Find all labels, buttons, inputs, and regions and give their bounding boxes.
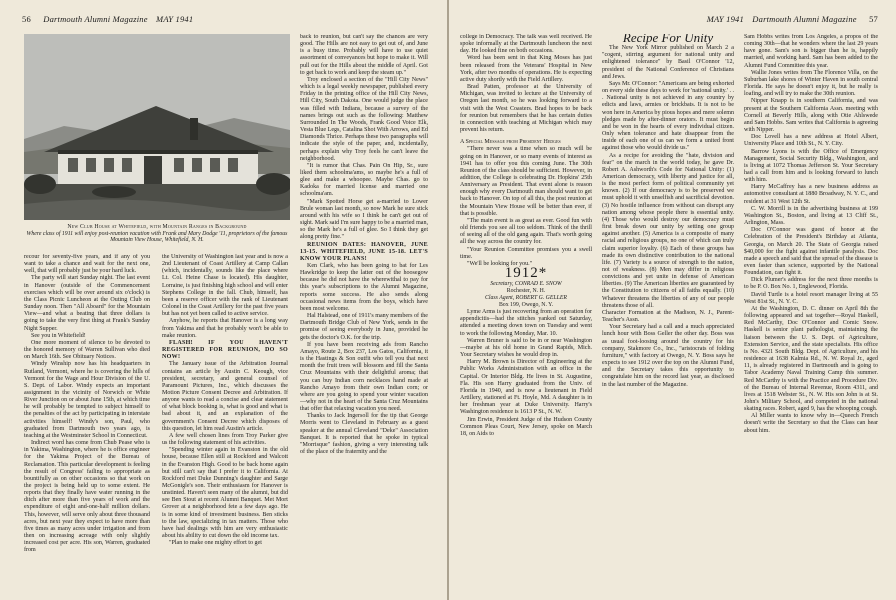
right-page xyxy=(450,0,896,600)
paragraph: Sam Hobbs writes from Los Angeles, a propos of the coming 30th—that he wonders where the last 29 years have gone. Sam's son is bigger than he is, happily married, and working hard. Sam has been added to the Alumni Fund Committee this year. xyxy=(744,34,878,69)
left-page-number: 56 xyxy=(22,14,31,24)
photo-caption xyxy=(24,224,290,244)
caption-text: Where class of 1911 will enjoy post-reunion vacation with Frank and Mary Dodge '11, proprietors of the famous Mountain View House, Whitefield, N. H. xyxy=(26,230,288,244)
paragraph: One more moment of silence to be devoted to the honored memory of Warren Sullivan who died on March 16th. See Obituary Notices. xyxy=(24,339,150,361)
left-header-date: MAY 1941 xyxy=(156,14,194,24)
right-column-1 xyxy=(460,34,592,594)
reunion-flash: FLASH! IF YOU HAVEN'T REGISTERED FOR REUNION, DO SO NOW! xyxy=(162,339,288,361)
paragraph: Wallie Jones writes from The Florence Villa, on the Suburban lake shores of Winter Haven in south central Florida. He says he doesn't enjoy it, but he really is loafing, and will try to make the 30th reunion. xyxy=(744,69,878,98)
right-page-header xyxy=(707,14,878,24)
paragraph: If you have been receiving ads from Rancho Amayo, Route 2, Box 237, Los Gatos, California, it is the Hastings & Son outfit who tell you that next month the fruit trees will blossom and fill the Santa Cruz Mountains with their delightful aroma; that you can buy Indian corn necklaces hand made at Rancho Amayo from their own Indian corn; or where are you going to spend your winter vacation—why not in the heart of the Santa Cruz Mountains that offer that relaxing vacation you need. xyxy=(300,341,428,413)
paragraph: "We'll be looking for you." xyxy=(467,260,533,267)
left-column-2 xyxy=(162,254,288,594)
page-gutter xyxy=(447,0,449,600)
paragraph: Troy enclosed a section of the "Hill City News" which is a legal weekly newspaper, published every Friday in the printing office of the Hill City News, Hill City, South Dakota. One would judge the place was filled with Indians, because a survey of the names brings out such as the following: Matthew Surrounded In The Woods, Frank Good Voice Elk, Vesta Blue Legs, Catalina Shot With Arrows, and Ed Diamonds Thrice. Perhaps these two paragraphs will indicate the style of the paper, and, incidentally, perhaps explain why Troy feels he can't leave the neighborhood. xyxy=(300,76,428,162)
paragraph: The January issue of the Arbitration Journal contains an article by Austin C. Keough, vice president, secretary, and general counsel of Paramount Pictures, Inc., which discusses the Motion Picture Consent Decree and Arbitration. If anyone wants to read a concise and clear statement of what block booking is, what is good and what is bad about it, and an explanation of the government's Consent Decree which disposes of this question, let him read Austin's article. xyxy=(162,361,288,432)
paragraph: Doc Lovell has a new address at Hotel Albert, University Place and 10th St., N. Y. City. xyxy=(744,134,878,148)
paragraph: Word has been sent in that King Moses has just been released from the Veterans' Hospital in New York, after two months of operations. He is expecting active duty shortly with the Field Artillery. xyxy=(460,55,592,83)
paragraph: Says Mr. O'Connor: "Americans are being exhorted on every side these days to work for 'national unity.' . . . National unity is not achieved in any country by edicts and laws, armies or brickbats. It is not to be won here in America by pious hopes and mere solemn pledges made by after-dinner orators. It must begin and be won in the hearts of every individual citizen. Only when tolerance and hate disappear from the inside of each one of us can we form a united front against those who would divide us." xyxy=(602,80,734,152)
paragraph: Character Formation at the Madison, N. J., Parent-Teacher's Assn. xyxy=(602,309,734,324)
paragraph: college in Democracy. The talk was well received. He spoke informally at the Dartmouth luncheon the next day. He looked fine on both occasions. xyxy=(460,34,592,55)
right-header-title: Dartmouth Alumni Magazine xyxy=(752,14,857,24)
paragraph: Doc O'Connor was guest of honor at the Celebration of the President's Birthday at Atlanta, Georgia, on March 20. The State of Georgia raised $40,000 for the fight against infantile paralysis. Doc made a speech and said that the spread of the disease is even faster than science, supported by the National Foundation, can fight it. xyxy=(744,227,878,277)
paragraph: Windy Winship now has his headquarters in Rutland, Vermont, where he is covering the hills of Vermont for the Wage and Hour Division of the U. S. Dept. of Labor. Windy expects an important assignment in the vicinity of Norwich or White River Junction on or about June 15th, at which time he will probably be tempted to subject himself to the penalties of the act by participating in interstate activities himself! Windy's son, Paul, who graduated from Dartmouth two years ago, is teaching at the Westminster School in Connecticut. xyxy=(24,361,150,439)
paragraph: "Mark Spotted Horse get a-married to Lower Brule woman last month, so now Mark he sure stick around with his wife so I think he can't get out of sight. Mark said I'm sure happy to be a married man, so the Mark he's a full of glee. So I think they get along pretty fine." xyxy=(300,198,428,241)
paragraph: At the Washington, D. C. dinner on April 8th the following appeared and sat together—Royal Haskell, Red McCarthy, Doc O'Connor and Comic Snow. Haskell is senior plant pathologist, maintaining the liaison between the U. S. Dept. of Agriculture, Extension Service, and the state specialists. His office is No. 4321 South Bldg. Dept. of Agriculture, and his residence at 1638 Kalmia Rd., N. W. Royal Jr., aged 11, is already registered in Dartmouth and is going to Tabor Academy Naval Training Camp this summer. Red McCarthy is with the Practice and Procedure Div. of the Bureau of Internal Revenue, Room 4311, and lives at 1518 Webster St., N. W. His son John is at St. John's Military School, and competed in the national skating races. Robert, aged 9, has the whooping cough. xyxy=(744,305,878,413)
class-agent: Class Agent, ROBERT G. GELLER xyxy=(485,295,567,302)
paragraph: A few well chosen lines from Troy Parker give us the following statement of his activities. xyxy=(162,432,288,447)
president-message-heading: A Special Message from President Hedges xyxy=(460,139,561,146)
paragraph: David Turtle is a hotel resort manager living at 55 West 81st St., N. Y. C. xyxy=(744,291,878,305)
caption-title: New Club House at Whitefield, with Mountain Ranges in Background xyxy=(67,224,247,230)
right-header-date: MAY 1941 xyxy=(706,14,744,24)
left-column-3 xyxy=(300,34,428,594)
paragraph: back to reunion, but can't say the chances are very good. The Hills are not easy to get out of, and June is a busy time. Probably will have to use quiet assortment of conveyances but hope to make it. Will pull out for the Hills about the middle of April. Got to get back to work and keep the steam up." xyxy=(300,34,428,76)
paragraph: "Spending winter again in Evanston in the old house, because Ellen still at Rockford and Walcott in the Evanston High. Good to be back home again but still can't say that I prefer it to California. At Rockford met Duke Dunning's daughter and Sarge McGonigle's son. Their enthusiasm for Hanover is unstinted. Haven't seen many of the alumni, but did see Ben Stout at recent Alumni Banquet. Met Mort Grover at a neighborhood fete a few days ago. He is in some kind of investment business. Ben sticks to the law, specializing in tax matters. Those who have had dealings with him are very enthusiastic about his ability to cut down the old income tax. xyxy=(162,447,288,540)
paragraph: Anyhow, he reports that Hanover is a long way from Yakima and that he probably won't be able to make reunion. xyxy=(162,318,288,339)
paragraph: Barrow Lyons is with the Office of Emergency Management, Social Security Bldg., Washington, and is living at 1072 Thomas Jefferson St. Your Secretary had a call from him and is looking forward to lunch with him. xyxy=(744,148,878,184)
right-column-2 xyxy=(602,34,734,594)
paragraph: Al Miller wants to know why in—Queech French doesn't write the Secretary so that the Class can hear about him. xyxy=(744,413,878,434)
class-secretary: Secretary, CONRAD E. SNOW xyxy=(490,281,562,288)
paragraph: The party will start Sunday night. The last event in Hanover (outside of the Commencement exercises which will be over around six o'clock) is the Class Picnic Luncheon at the Outing Club on Sunday noon. Then "All Aboard" for the Mountain View—and what a beating that three dollars is going to take the very first thing at Frank's Sunday Night Supper. xyxy=(24,275,150,332)
paragraph: Warren Bruner is said to be in or near Washington—maybe at his old home in Grand Rapids, Mich. Your Secretary wishes he would drop in. xyxy=(460,337,592,359)
class-section-title: 1912* xyxy=(504,265,548,281)
paragraph: See you in Whitefield! xyxy=(31,332,86,339)
paragraph: Indirect word has come from Chub Pease who is in Yakima, Washington, where he is office engineer for the Yakima Project of the Bureau of Reclamation. This particular development is feeling the result of Congress' failing to appropriate as bountifully as on other occasions so that work on the project is being held up to some extent. He reports that they finally have water running in the ditch after more than five years of work and the expenditure of eight and-one-half million dollars. This, however, will serve only about three thousand acres, but next year they expect to have more than five times as many acres under irrigation and from then on increasing acreage with only slightly increased cost per acre. His son, Warren, graduated from xyxy=(24,440,150,554)
paragraph: Harry M. Brown is Director of Engineering at the Public Works Administration with an office in the Capital. Or Interior Bldg. He lives in St. Augustine, Fla. His son Harry graduated from the Univ. of Florida in 1940, and is now a lieutenant in Field Artillery, stationed at Ft. Hoyle, Md. A daughter is in her freshman year at Duke University. Harry's Washington residence is 1613 P St., N. W. xyxy=(460,359,592,416)
paragraph: Ken Clark, who has been going to bat for Les Hawkridge to keep the latter out of the hoosegow because he did not have the wherewithal to pay for this year's subscriptions to the Alumni Magazine, reports some success. He also sends along occasional news items from the boys, which have been most welcome. xyxy=(300,263,428,312)
paragraph: Brad Patten, professor at the University of Michigan, was invited to lecture at the University of Oregon last month, so he was looking forward to a visit with the West Coasters. Brad hopes to be back for reunion but remembers that he has certain duties in connection with teaching at Michigan which may prevent his return. xyxy=(460,84,592,134)
paragraph: Lyme Arms is just recovering from an operation for appendicitis—had the stitches yanked out Saturday, attended a meeting down town on Tuesday and went to work the following Monday, Mar. 10. xyxy=(460,309,592,337)
club-house-illustration xyxy=(24,34,290,220)
paragraph: Thanks to Jack Ingersoll for the tip that George Morris went to Cleveland in February as a guest speaker at the annual Cleveland "Deke" Association Banquet. It is reported that he spoke in typical "Morrisque" fashion, giving a very interesting talk of the place of the fraternity and the xyxy=(300,413,428,456)
left-header-title: Dartmouth Alumni Magazine xyxy=(43,14,148,24)
paragraph: Hal Halstead, one of 1911's many members of the Dartmouth Bridge Club of New York, sends in the promise of seeing everybody in June, provided he gets the doctor's O.K. for the trip. xyxy=(300,313,428,341)
paragraph: The New York Mirror published on March 2 a "cogent, stirring argument for national unity and enlightened tolerance" by Basil O'Connor '12, president of the National Conference of Christians and Jews. xyxy=(602,45,734,80)
paragraph: Dick Plumer's address for the next three months is to be P. O. Box No. 1, Englewood, Florida. xyxy=(744,277,878,291)
secretary-address: Rochester, N. H. xyxy=(506,288,546,295)
paragraph: As a recipe for avoiding the "hate, division and fear" on the march in the world today, he gave Dr. Robert A. Ashworth's Code for National Unity: (1) American democracy, with liberty and justice for all, is the most perfect form of political community yet known. (2) If our democracy is to be preserved we must uphold it with unselfish and sacrificial devotion. (3) No hostile influence from without can disrupt any nation among whose people there is essential unity. (4) Those who would destroy our democracy must first break down our unity by setting one group against another. (5) America is a composite of many racial and religious groups, no one of which can truly claim superior loyalty. (6) Each of these groups has made its own distinctive contribution to the national life. (7) Variety is a source of strength to the nation, not of weakness. (8) Men may differ in religious convictions and yet unite in defense of American liberties. (9) The American liberties are guaranteed by the Constitution to citizens of all faiths equally. (10) Whatever threatens the liberties of any of our people threatens those of all. xyxy=(602,152,734,309)
paragraph: Your Secretary had a call and a much appreciated lunch hour with Boss Geller the other day. Boss was as usual foot-loosing around the country for his company, Stakmore Co., Inc., "aristocrats of folding furniture," with factory at Owego, N. Y. Boss says he expects to see 1912 over the top on the Alumni Fund, and the Secretary takes this opportunity to congratulate him on the record last year, as disclosed in the last number of the Magazine. xyxy=(602,324,734,388)
club-house-photo xyxy=(24,34,290,220)
right-column-3 xyxy=(744,34,878,594)
paragraph: "The main event is as great as ever. Good fun with old friends you see all too seldom. Think of the thrill of seeing all of the old gang again. That's worth going all the way across the country for. xyxy=(460,217,592,246)
left-page-header xyxy=(22,14,193,24)
paragraph: Nipper Knapp is in southern California, and was present at the Southern California Assn. meeting with Cornell at Beverly Hills, along with Otie Ahlswede and Sam Hobbs. Sam writes that California is agreeing with Nipper. xyxy=(744,98,878,134)
recipe-for-unity-title: Recipe For Unity xyxy=(622,34,714,45)
paragraph: recour for seventy-five years, and if any of you want to take a chance and wait for the next one, well, that will probably just be your hard luck. xyxy=(24,254,150,275)
paragraph: C. W. Morrill is in the advertising business at 199 Washington St., Boston, and living at 13 Cliff St., Arlington, Mass. xyxy=(744,205,878,227)
left-page xyxy=(0,0,446,600)
reunion-dates: REUNION DATES: HANOVER, JUNE 13-15. WHITEFIELD, JUNE 15-18. LET'S KNOW YOUR PLANS! xyxy=(300,241,428,262)
left-column-1 xyxy=(24,254,150,594)
paragraph: the University of Washington last year and is now a 2nd Lieutenant of Coast Artillery at Camp Callan (which, incidentally, sounds like the place where Lt. Col. Heine Chase is located). His daughter, Lorraine, is just finishing high school and will enter Stephens College in the fall. Chub, himself, has been a reserve officer with the rank of Lieutenant Colonel in the Coast Artillery for the past five years but has not yet been called to active service. xyxy=(162,254,288,318)
paragraph: Harry McCaffrey has a new business address as automotive consultant at 1880 Broadway, N. Y. C., and resident at 31 West 12th St. xyxy=(744,184,878,205)
agent-address: Box 199, Owego, N. Y. xyxy=(498,302,554,309)
paragraph: Jim Erwin, President Judge of the Hudson County Common Pleas Court, New Jersey, spoke on March 18, on Aids to xyxy=(460,416,592,437)
paragraph: "There never was a time when so much will be going on in Hanover, or so many events of interest as 1941 has to offer you this coming June. The 30th Reunion of the class should be sufficient. However, in addition, the College is celebrating Dr. Hopkins' 25th Anniversary as President. That event alone is reason enough why every Dartmouth man should want to get back to Hanover. On top of all this, the post reunion at the Mountain View House will be better than ever, if that is possible. xyxy=(460,146,592,217)
class-byline xyxy=(460,281,592,309)
paragraph: "It is rumor that Chas. Pain On Hip, Sr., sure liked them schoolma'ams, so maybe he's a full of glee and make a whoopee. Maybe Chas. go to Kadoka for married license and married one schoolma'am. xyxy=(300,162,428,198)
paragraph: "Plan to make one mighty effort to get xyxy=(169,540,262,547)
paragraph: "Your Reunion Committee promises you a swell time. xyxy=(460,246,592,260)
right-page-number: 57 xyxy=(869,14,878,24)
